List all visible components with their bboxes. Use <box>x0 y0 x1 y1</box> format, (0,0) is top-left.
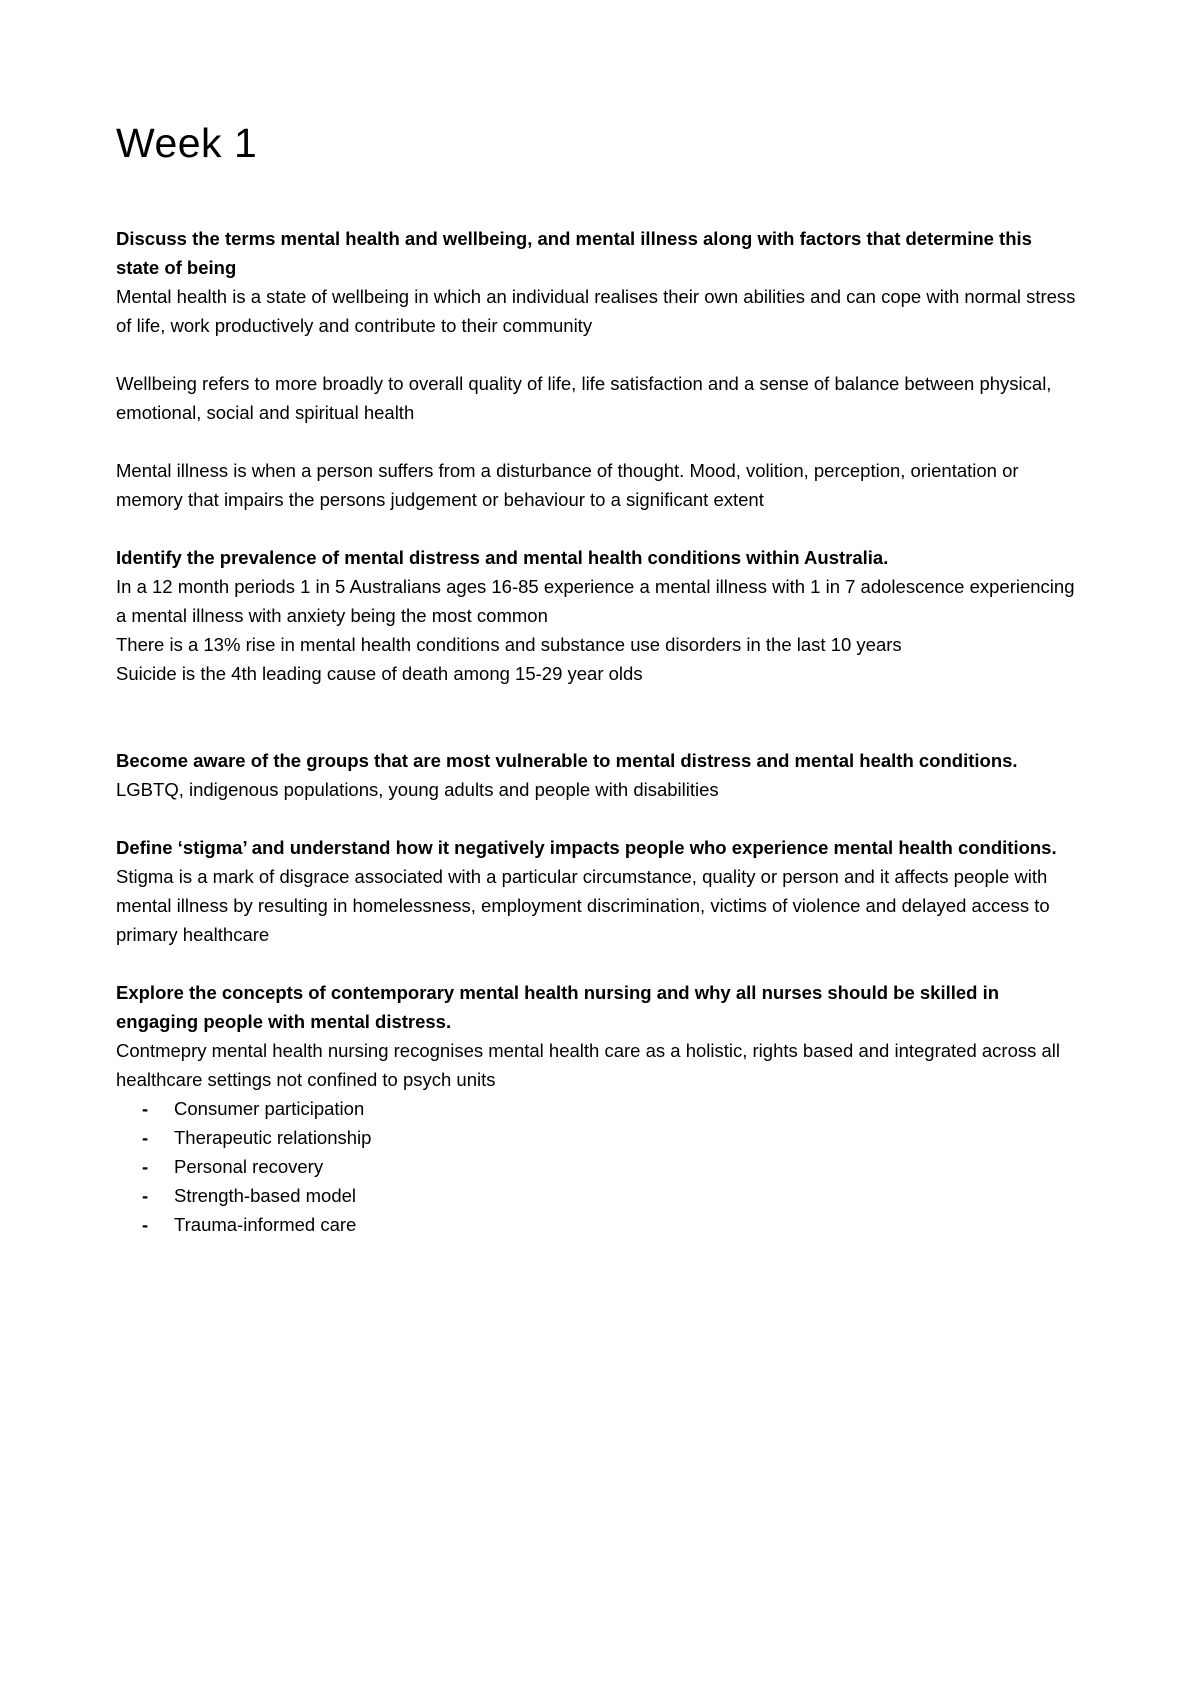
spacer <box>116 949 1076 978</box>
paragraph: Wellbeing refers to more broadly to overall quality of life, life satisfaction and a sense of balance between physical, emotional, social and spiritual health <box>116 373 1052 423</box>
dash-bullet: - <box>142 1185 149 1206</box>
list-item-text: Personal recovery <box>174 1156 324 1177</box>
spacer <box>116 514 1076 543</box>
dash-bullet: - <box>142 1214 149 1235</box>
list-item-text: Consumer participation <box>174 1098 365 1119</box>
paragraph: Mental health is a state of wellbeing in which an individual realises their own abilities and can cope with normal stress of life, work productively and contribute to their community <box>116 286 1076 336</box>
paragraph: Suicide is the 4th leading cause of death among 15-29 year olds <box>116 663 643 684</box>
list-item-text: Strength-based model <box>174 1185 357 1206</box>
paragraph: LGBTQ, indigenous populations, young adults and people with disabilities <box>116 779 719 800</box>
section-prevalence <box>116 543 1076 688</box>
dash-bullet: - <box>142 1098 149 1119</box>
spacer <box>116 688 1076 746</box>
list-item <box>142 1094 1076 1123</box>
dash-bullet: - <box>142 1156 149 1177</box>
spacer <box>116 340 1076 369</box>
section-stigma <box>116 833 1076 949</box>
concept-list <box>116 1094 1076 1239</box>
list-item <box>142 1123 1076 1152</box>
section-heading: Become aware of the groups that are most vulnerable to mental distress and mental health conditions. <box>116 750 1018 771</box>
section-heading: Identify the prevalence of mental distress and mental health conditions within Australia. <box>116 547 889 568</box>
list-item <box>142 1210 1076 1239</box>
paragraph: In a 12 month periods 1 in 5 Australians ages 16-85 experience a mental illness with 1 in 7 adolescence experiencing a mental illness with anxiety being the most common <box>116 576 1075 626</box>
document-page <box>116 118 1076 1239</box>
section-heading: Define ‘stigma’ and understand how it negatively impacts people who experience mental health conditions. <box>116 837 1057 858</box>
section-vulnerable-groups <box>116 746 1076 804</box>
list-item <box>142 1152 1076 1181</box>
paragraph: Contmepry mental health nursing recognises mental health care as a holistic, rights based and integrated across all healthcare settings not confined to psych units <box>116 1040 1061 1090</box>
section-contemporary-nursing <box>116 978 1076 1239</box>
spacer <box>116 804 1076 833</box>
paragraph: Stigma is a mark of disgrace associated with a particular circumstance, quality or person and it affects people with mental illness by resulting in homelessness, employment discrimination, victims of violence and delayed access to primary healthcare <box>116 866 1050 945</box>
section-heading: Discuss the terms mental health and wellbeing, and mental illness along with factors that determine this state of being <box>116 228 1032 278</box>
list-item-text: Therapeutic relationship <box>174 1127 372 1148</box>
paragraph: There is a 13% rise in mental health conditions and substance use disorders in the last 10 years <box>116 634 902 655</box>
section-heading: Explore the concepts of contemporary mental health nursing and why all nurses should be skilled in engaging people with mental distress. <box>116 982 1000 1032</box>
section-mental-health-terms <box>116 224 1076 514</box>
paragraph: Mental illness is when a person suffers from a disturbance of thought. Mood, volition, perception, orientation or memory that impairs the persons judgement or behaviour to a significant extent <box>116 460 1019 510</box>
dash-bullet: - <box>142 1127 149 1148</box>
list-item <box>142 1181 1076 1210</box>
page-title: Week 1 <box>116 120 258 166</box>
list-item-text: Trauma-informed care <box>174 1214 357 1235</box>
spacer <box>116 427 1076 456</box>
